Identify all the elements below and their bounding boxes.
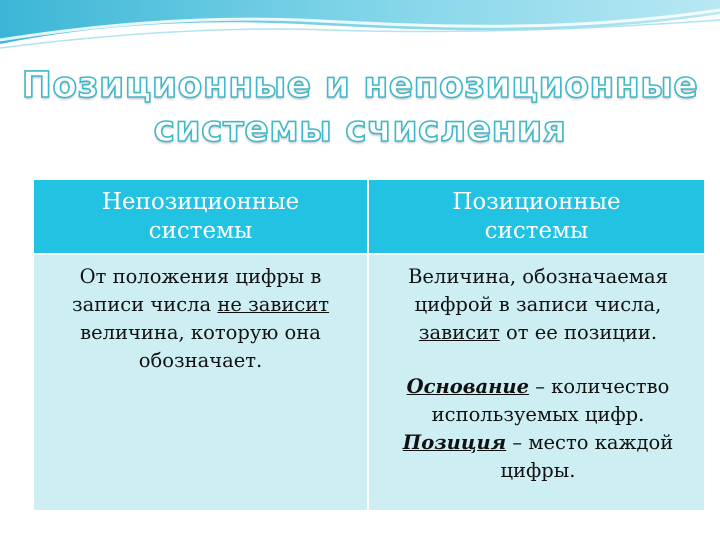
not-depends-emphasis: не зависит <box>217 293 330 316</box>
basis-definition <box>383 373 693 401</box>
left-line-2-prefix: записи числа <box>71 293 218 316</box>
header-positional-line-2: системы <box>484 217 589 244</box>
position-def-line-2: цифры. <box>500 459 576 482</box>
cell-positional-description <box>383 263 693 485</box>
right-line-2: цифрой в записи числа, <box>414 293 662 316</box>
column-divider <box>367 180 369 510</box>
slide-title <box>0 64 720 152</box>
decorative-top-wave <box>0 0 720 60</box>
slide-title-line-2: системы счисления <box>153 109 567 150</box>
right-line-1: Величина, обозначаемая <box>408 265 668 288</box>
left-line-3: величина, которую она <box>80 321 321 344</box>
basis-term: Основание <box>406 375 529 398</box>
right-line-3-suffix: от ее позиции. <box>499 321 658 344</box>
header-nonpositional <box>34 180 367 253</box>
comparison-table <box>34 180 704 510</box>
cell-nonpositional-description <box>48 263 353 375</box>
table-body-row <box>34 255 704 510</box>
basis-def-line-1: – количество <box>529 375 670 398</box>
right-line-3 <box>383 319 693 347</box>
left-line-1: От положения цифры в <box>79 265 322 288</box>
position-def-line-1: – место каждой <box>506 431 674 454</box>
position-term: Позиция <box>402 431 507 454</box>
left-line-4: обозначает. <box>138 349 263 372</box>
slide-title-line-1: Позиционные и непозиционные <box>21 65 699 106</box>
left-line-2 <box>48 291 353 319</box>
header-nonpositional-line-1: Непозиционные <box>101 188 300 215</box>
position-definition <box>383 429 693 457</box>
depends-emphasis: зависит <box>418 321 500 344</box>
header-positional-line-1: Позиционные <box>452 188 621 215</box>
basis-def-line-2: используемых цифр. <box>431 403 645 426</box>
header-positional <box>369 180 704 253</box>
header-nonpositional-line-2: системы <box>148 217 253 244</box>
